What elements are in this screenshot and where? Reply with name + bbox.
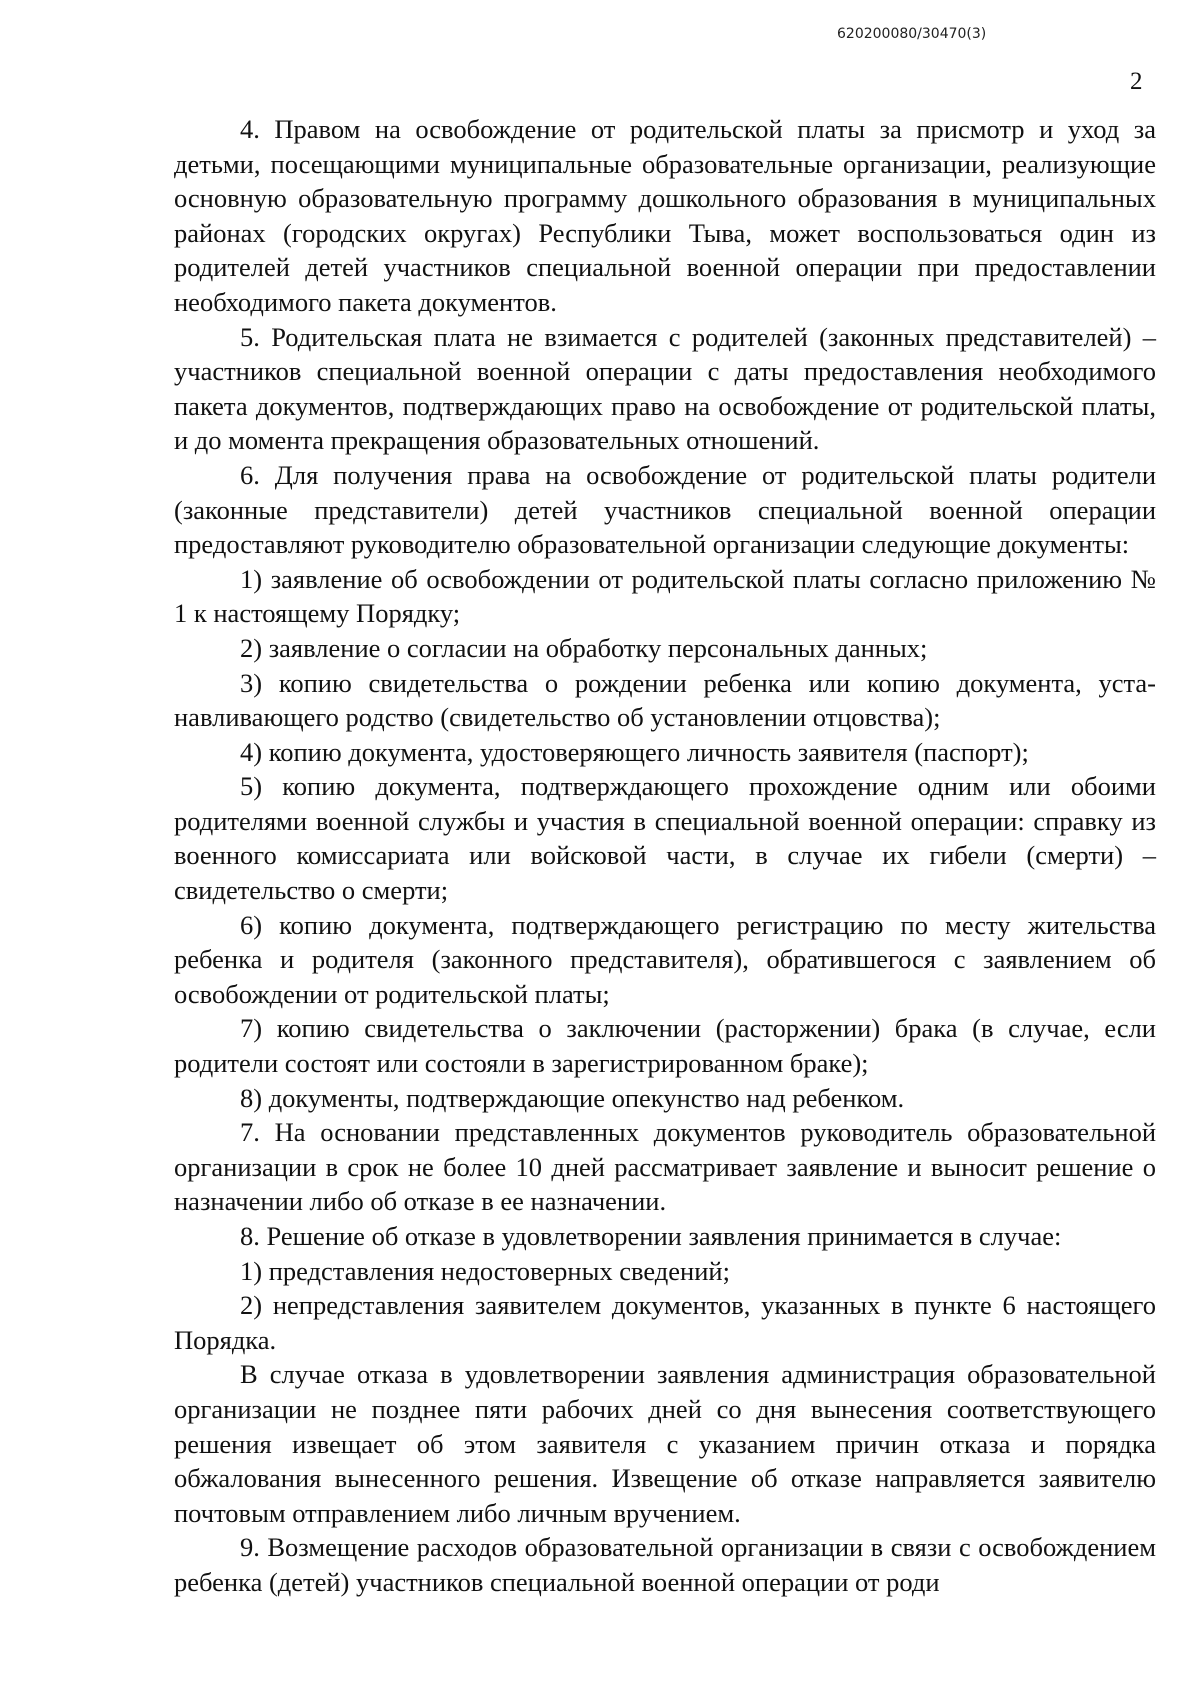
page-number: 2 (1130, 68, 1143, 95)
list-item-marriage-certificate: 7) копию свидетельства о заключении (расторжении) брака (в случае, если родители состоят или состояли в зарегистрированном браке); (174, 1013, 1156, 1079)
paragraph-item-7: 7. На основании представленных документов руководитель образовательной организации в срок не более 10 дней рассматривает заявление и выносит решение о назначении либо об отказе в ее назначении. (174, 1117, 1156, 1217)
list-item-registration: 6) копию документа, подтверждающего регистрацию по месту жительства ребенка и родителя (законного представителя), обратившегося с заявлением об освобождении от родительской платы; (174, 909, 1156, 1009)
paragraph-item-4: 4. Правом на освобождение от родительской платы за присмотр и уход за детьми, посещающими муниципальные образовательные организации, реализующие основную образовательную программу дошкольного образования в муниципальных районах (городских округах) Республики Тыва, может воспользоваться один из родителей детей участников специальной военной операции при предоставлении необходимого пакета документов. (174, 114, 1156, 317)
list-item-application: 1) заявление об освобождении от родительской платы согласно приложению № 1 к настоящему Порядку; (174, 563, 1156, 629)
document-registration-number: 620200080/30470(3) (837, 26, 987, 42)
paragraph-item-6: 6. Для получения права на освобождение от родительской платы родители (законные представители) детей участников специальной военной операции предоставляют руководителю образовательной организации следующие документы: (174, 459, 1156, 560)
paragraph-item-5: 5. Родительская плата не взимается с родителей (законных представителей) – участников специальной военной операции с даты предоставления необходимого пакета документов, подтверждающих право на освобождение от родительской платы, и до момента прекращения образовательных отношений. (174, 321, 1156, 456)
list-item-passport: 4) копию документа, удостоверяющего личность заявителя (паспорт); (240, 736, 1029, 767)
document-body (174, 112, 1156, 1600)
list-item-guardianship: 8) документы, подтверждающие опекунство над ребенком. (240, 1082, 905, 1113)
list-item-consent: 2) заявление о согласии на обработку персональных данных; (240, 632, 928, 663)
paragraph-item-9: 9. Возмещение расходов образовательной организации в связи с освобождением ребенка (детей) участников специальной военной операции от роди (174, 1532, 1156, 1597)
list-item-military-service: 5) копию документа, подтверждающего прохождение одним или обоими родителями военной службы и участия в специальной военной операции: справку из военного комиссариата или войсковой части, в случае их гибели (смерти) – свидетельство о смерти; (174, 771, 1156, 906)
paragraph-item-8: 8. Решение об отказе в удовлетворении заявления принимается в случае: (240, 1221, 1062, 1251)
list-item-missing-documents: 2) непредставления заявителем документов, указанных в пункте 6 настоящего Порядка. (174, 1290, 1156, 1355)
list-item-birth-certificate: 3) копию свидетельства о рождении ребенка или копию документа, устанавливающего родство (свидетельство об установлении отцовства); (174, 667, 1156, 733)
paragraph-refusal-notice: В случае отказа в удовлетворении заявления администрация образовательной организации не позднее пяти рабочих дней со дня вынесения соответствующего решения извещает об этом заявителя с указанием причин отказа и порядка обжалования вынесенного решения. Извещение об отказе направляется заявителю почтовым отправлением либо личным вручением. (174, 1359, 1156, 1528)
list-item-false-info: 1) представления недостоверных сведений; (240, 1255, 730, 1286)
